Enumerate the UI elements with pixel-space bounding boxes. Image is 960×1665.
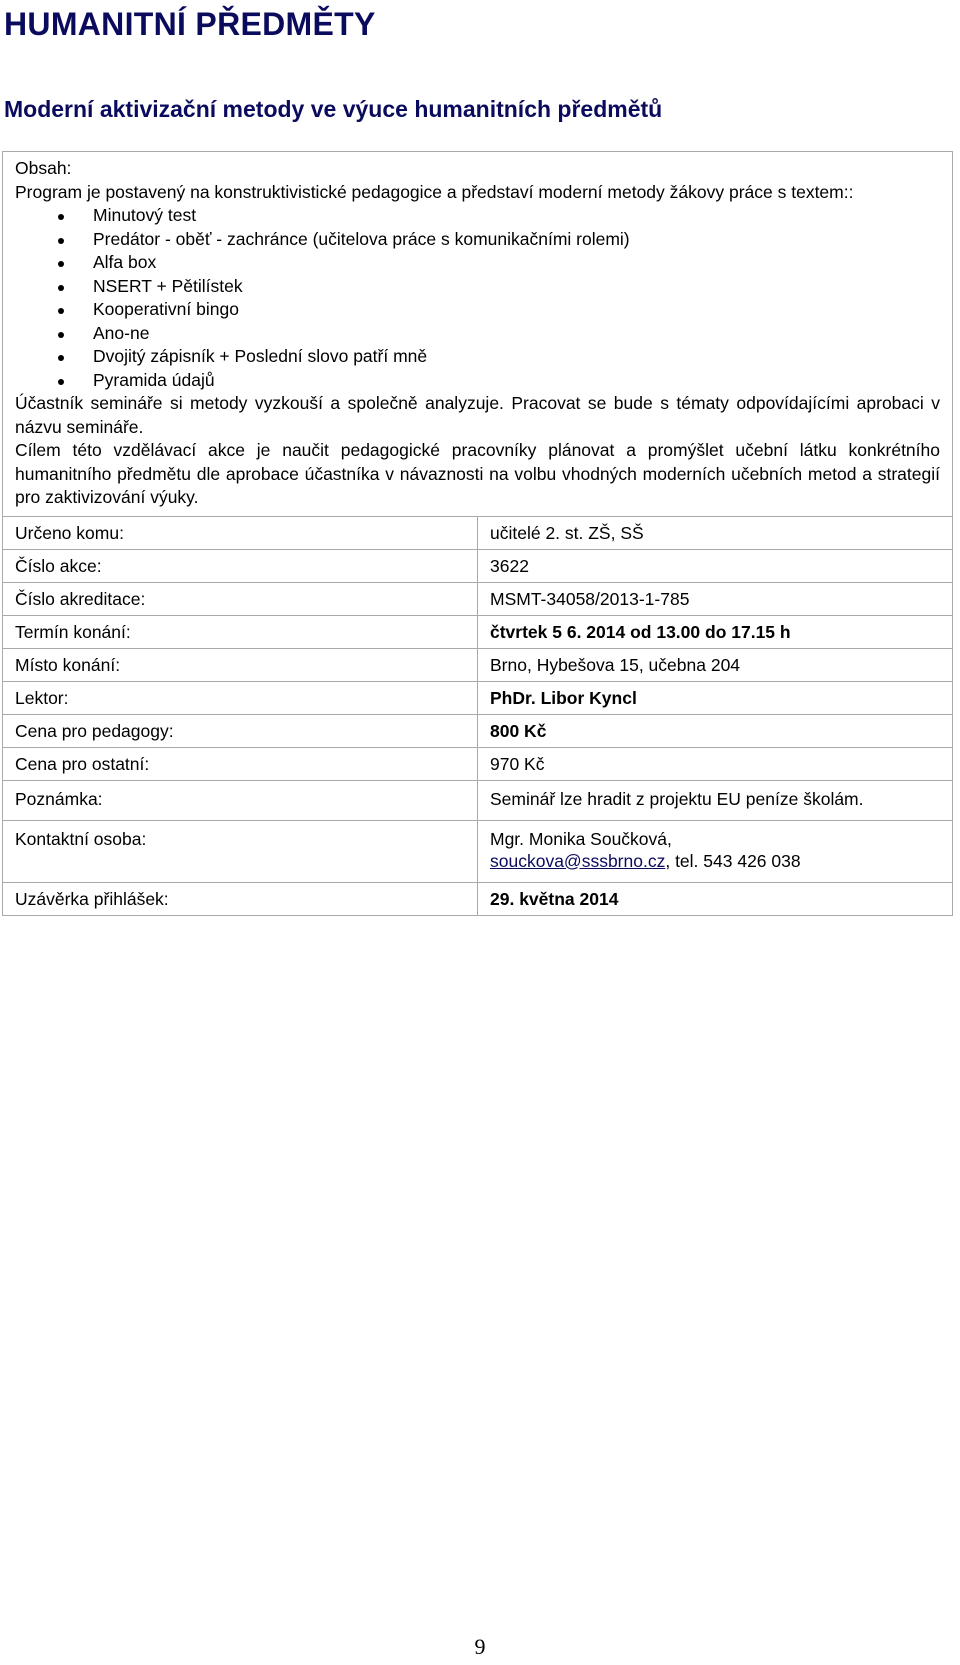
uzaverka-label: Uzávěrka přihlášek: [3, 882, 478, 915]
kontakt-email-link[interactable]: souckova@sssbrno.cz [490, 850, 666, 871]
bullet-icon [58, 355, 64, 361]
kontakt-value [478, 820, 953, 882]
list-item: NSERT + Pětilístek [15, 275, 940, 299]
lektor-label: Lektor: [3, 681, 478, 714]
lektor-value: PhDr. Libor Kyncl [478, 681, 953, 714]
info-table [3, 516, 952, 915]
termin-label: Termín konání: [3, 615, 478, 648]
bullet-icon [58, 308, 64, 314]
cena-ostatni-label: Cena pro ostatní: [3, 747, 478, 780]
misto-label: Místo konání: [3, 648, 478, 681]
bullet-icon [58, 332, 64, 338]
bullet-icon [58, 285, 64, 291]
uzaverka-value: 29. května 2014 [478, 882, 953, 915]
participants-text: Účastník semináře si metody vyzkouší a společně analyzuje. Pracovat se bude s tématy odpovídajícími aprobaci v názvu semináře. [15, 393, 940, 437]
table-row [3, 747, 952, 780]
course-title: Moderní aktivizační metody ve výuce humanitních předmětů [4, 96, 663, 122]
bullet-icon [58, 238, 64, 244]
list-item: Alfa box [15, 251, 940, 275]
table-row [3, 681, 952, 714]
kontakt-name: Mgr. Monika Součková, [490, 828, 672, 849]
cislo-akce-label: Číslo akce: [3, 549, 478, 582]
course-description [3, 152, 952, 516]
table-row [3, 516, 952, 549]
course-info-box [2, 151, 953, 916]
intro-text: Program je postavený na konstruktivistické pedagogice a představí moderní metody žákovy práce s textem:: [15, 181, 854, 202]
obsah-label: Obsah: [15, 158, 72, 178]
list-item: Ano-ne [15, 322, 940, 346]
urceno-label: Určeno komu: [3, 516, 478, 549]
akreditace-label: Číslo akreditace: [3, 582, 478, 615]
urceno-value: učitelé 2. st. ZŠ, SŠ [478, 516, 953, 549]
page-heading: HUMANITNÍ PŘEDMĚTY [4, 6, 376, 42]
table-row [3, 882, 952, 915]
table-row [3, 780, 952, 820]
list-item: Pyramida údajů [15, 369, 940, 393]
bullet-icon [58, 379, 64, 385]
page-number: 9 [474, 1634, 486, 1659]
list-item: Dvojitý zápisník + Poslední slovo patří mně [15, 345, 940, 369]
kontakt-phone: , tel. 543 426 038 [665, 850, 801, 871]
method-list [15, 204, 940, 392]
table-row [3, 820, 952, 882]
bullet-icon [58, 214, 64, 220]
table-row [3, 615, 952, 648]
cena-ostatni-value: 970 Kč [478, 747, 953, 780]
bullet-icon [58, 261, 64, 267]
poznamka-label: Poznámka: [3, 780, 478, 820]
misto-value: Brno, Hybešova 15, učebna 204 [478, 648, 953, 681]
cena-pedagogy-value: 800 Kč [478, 714, 953, 747]
kontakt-label: Kontaktní osoba: [3, 820, 478, 882]
list-item: Predátor - oběť - zachránce (učitelova práce s komunikačními rolemi) [15, 228, 940, 252]
goal-text: Cílem této vzdělávací akce je naučit pedagogické pracovníky plánovat a promýšlet učební látku konkrétního humanitního předmětu dle aprobace účastníka v návaznosti na volbu vhodných moderních učebních metod a strategií pro zaktivizování výuky. [15, 440, 940, 507]
cislo-akce-value: 3622 [478, 549, 953, 582]
table-row [3, 714, 952, 747]
list-item: Minutový test [15, 204, 940, 228]
list-item: Kooperativní bingo [15, 298, 940, 322]
termin-value: čtvrtek 5 6. 2014 od 13.00 do 17.15 h [478, 615, 953, 648]
poznamka-value: Seminář lze hradit z projektu EU peníze školám. [478, 780, 953, 820]
table-row [3, 648, 952, 681]
cena-pedagogy-label: Cena pro pedagogy: [3, 714, 478, 747]
table-row [3, 549, 952, 582]
table-row [3, 582, 952, 615]
akreditace-value: MSMT-34058/2013-1-785 [478, 582, 953, 615]
